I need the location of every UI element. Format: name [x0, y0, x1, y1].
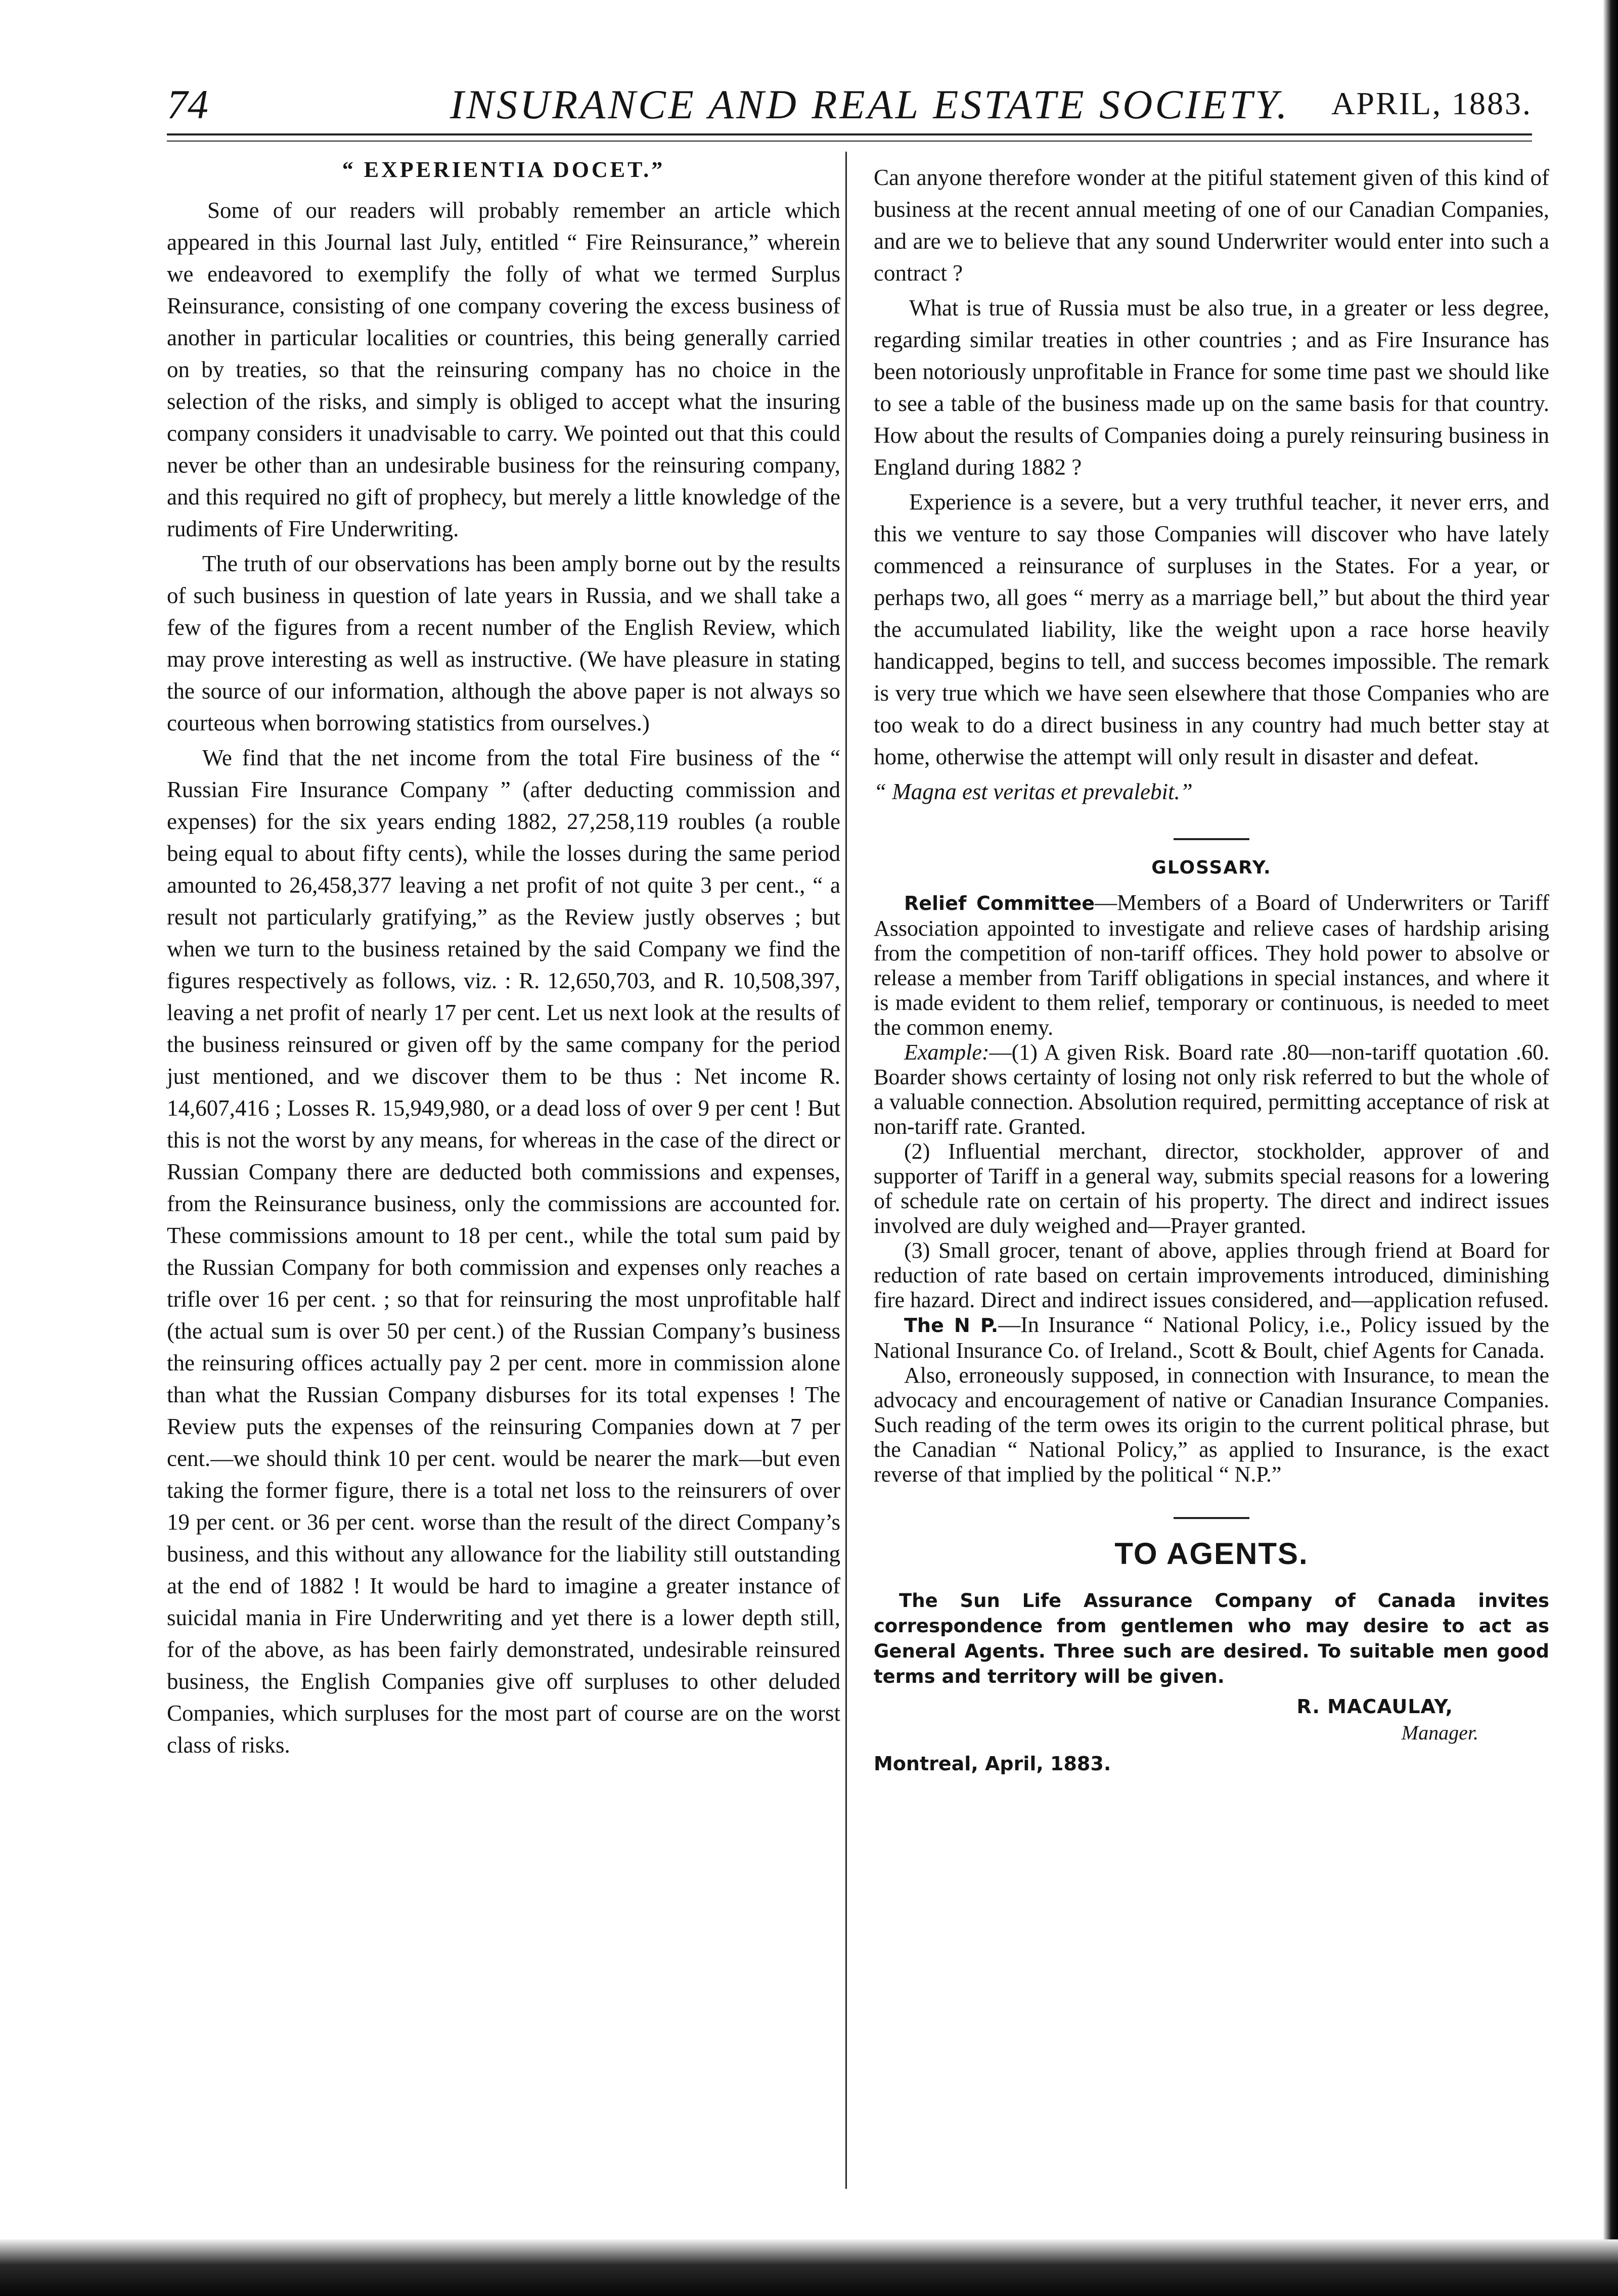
glossary-text: Also, erroneously supposed, in connection with Insurance, to mean the advocacy and encouragement of native or Canadian Insurance Companies. Such reading of the term owes its origin to the current political phrase, but the Canadian “ National Policy,” as applied to Insurance, is the exact reverse of that implied by the political “ N.P.” [874, 1363, 1549, 1487]
glossary-entry [874, 1363, 1549, 1487]
page-edge-shadow-bottom [0, 2239, 1618, 2296]
glossary-text: —(1) A given Risk. Board rate .80—non-tariff quotation .60. Boarder shows certainty of losing not only risk referred to but the whole of a valuable connection. Absolution required, permitting acceptance of risk at non-tariff rate. Granted. [874, 1040, 1549, 1139]
column-divider [845, 152, 847, 2189]
glossary-entry [874, 1238, 1549, 1312]
glossary-text: —In Insurance “ National Policy, i.e., Policy issued by the National Insurance Co. of Ireland., Scott & Boult, chief Agents for Canada. [874, 1312, 1549, 1363]
agents-place-date: Montreal, April, 1883. [874, 1753, 1111, 1775]
glossary-text: —Members of a Board of Underwriters or Tariff Association appointed to investigate and relieve cases of hardship arising from the competition of non-tariff offices. They hold power to absolve or release a member from Tariff obligations in special instances, and where it is made evident to them relief, temporary or continuous, is needed to meet the common enemy. [874, 890, 1549, 1040]
section-rule [1174, 838, 1249, 840]
article-heading: “ EXPERIENTIA DOCET.” [342, 157, 665, 182]
glossary-term: Example: [904, 1040, 990, 1065]
glossary-text: (3) Small grocer, tenant of above, applies through friend at Board for reduction of rate based on certain improvements introduced, diminishing fire hazard. Direct and indirect issues considered, and—application refused. [874, 1238, 1549, 1312]
running-header [167, 76, 1532, 136]
glossary-entry [874, 890, 1549, 1040]
agents-role: Manager. [1401, 1721, 1478, 1744]
glossary-entry [874, 1312, 1549, 1363]
section-rule [1174, 1517, 1249, 1519]
article-paragraph: Can anyone therefore wonder at the pitiful statement given of this kind of business at the recent annual meeting of one of our Canadian Companies, and are we to believe that any sound Underwriter would enter into such a contract ? [874, 165, 1549, 286]
issue-date: APRIL, 1883. [1331, 85, 1532, 121]
article-paragraph: Experience is a severe, but a very truthful teacher, it never errs, and this we venture to say those Companies will discover who have lately commenced a reinsurance of surpluses in the States. For a year, or perhaps two, all goes “ merry as a marriage bell,” but about the third year the accumulated liability, like the weight upon a race horse heavily handicapped, begins to tell, and success becomes impossible. The remark is very true which we have seen elsewhere that those Companies who are too weak to do a direct business in any country had much better stay at home, otherwise the attempt will only result in disaster and defeat. [874, 489, 1549, 769]
glossary-entry [874, 1040, 1549, 1139]
glossary [874, 890, 1549, 1487]
agents-title: TO AGENTS. [1114, 1537, 1309, 1571]
article-paragraph: We find that the net income from the total Fire business of the “ Russian Fire Insurance Company ” (after deducting commission and expenses) for the six years ending 1882, 27,258,119 roubles (a rouble being equal to about fifty cents), while the losses during the same period amounted to 26,458,377 leaving a net profit of not quite 3 per cent., “ a result not particularly gratifying,” as the Review justly observes ; but when we turn to the business retained by the said Company we find the figures respectively as follows, viz. : R. 12,650,703, and R. 10,508,397, leaving a net profit of nearly 17 per cent. Let us next look at the results of the business reinsured or given off by the same company for the period just mentioned, and we discover them to be thus : Net income R. 14,607,416 ; Losses R. 15,949,980, or a dead loss of over 9 per cent ! But this is not the worst by any means, for whereas in the case of the direct or Russian Company there are deducted both commissions and expenses, from the Reinsurance business, only the commissions are accounted for. These commissions amount to 18 per cent., while the total sum paid by the Russian Company for both commission and expenses only reaches a trifle over 16 per cent. ; so that for reinsuring the most unprofitable half (the actual sum is over 50 per cent.) of the Russian Company’s business the reinsuring offices actually pay 2 per cent. more in commission alone than what the Russian Company disburses for its total expenses ! The Review puts the expenses of the reinsuring Companies down at 7 per cent.—we should think 10 per cent. would be nearer the mark—but even taking the former figure, there is a total net loss to the reinsurers of over 19 per cent. or 36 per cent. worse than the result of the direct Company’s business, and this without any allowance for the liability still outstanding at the end of 1882 ! It would be hard to imagine a greater instance of suicidal mania in Fire Underwriting and yet there is a lower depth still, for of the above, as has been fairly demonstrated, undesirable reinsured business, the English Companies give off surpluses to other deluded Companies, which surpluses for the most part of course are on the worst class of risks. [167, 745, 840, 1758]
glossary-term: Relief Committee [904, 892, 1095, 914]
article-paragraph: The truth of our observations has been amply borne out by the results of such business in question of late years in Russia, and we shall take a few of the figures from a recent number of the English Review, which may prove interesting as well as instructive. (We have pleasure in stating the source of our information, although the above paper is not always so courteous when borrowing statistics from ourselves.) [167, 551, 840, 736]
agents-notice: The Sun Life Assurance Company of Canada invites correspondence from gentlemen who may desire to act as General Agents. Three such are desired. To suitable men good terms and territory will be given. [874, 1590, 1549, 1687]
article-paragraph: Some of our readers will probably remember an article which appeared in this Journal last July, entitled “ Fire Reinsurance,” wherein we endeavored to exemplify the folly of what we termed Surplus Reinsurance, consisting of one company covering the excess business of another in particular localities or countries, this being generally carried on by treaties, so that the reinsuring company has no choice in the selection of the risks, and simply is obliged to accept what the insuring company considers it unadvisable to carry. We pointed out that this could never be other than an undesirable business for the reinsuring company, and this required no gift of prophecy, but merely a little knowledge of the rudiments of Fire Underwriting. [167, 198, 840, 541]
glossary-text: (2) Influential merchant, director, stockholder, approver of and supporter of Tariff in a general way, submits special reasons for a lowering of schedule rate on certain of his property. The direct and indirect issues involved are duly weighed and—Prayer granted. [874, 1139, 1549, 1238]
page-edge-shadow-right [1603, 0, 1618, 2296]
agents-signature: R. MACAULAY, [1296, 1695, 1453, 1718]
journal-title: INSURANCE AND REAL ESTATE SOCIETY. [450, 81, 1290, 127]
page-number: 74 [167, 81, 208, 127]
glossary-entry [874, 1139, 1549, 1238]
left-column [167, 152, 840, 1761]
right-column [874, 162, 1549, 1775]
header-double-rule [167, 133, 1532, 142]
glossary-term: The N P. [904, 1314, 999, 1337]
article-paragraph: What is true of Russia must be also true, in a greater or less degree, regarding similar treaties in other countries ; and as Fire Insurance has been notoriously unprofitable in France for some time past we should like to see a table of the business made up on the same basis for that country. How about the results of Companies doing a purely reinsuring business in England during 1882 ? [874, 295, 1549, 480]
glossary-title: GLOSSARY. [1151, 857, 1272, 878]
latin-motto: “ Magna est veritas et prevalebit.” [874, 779, 1193, 804]
